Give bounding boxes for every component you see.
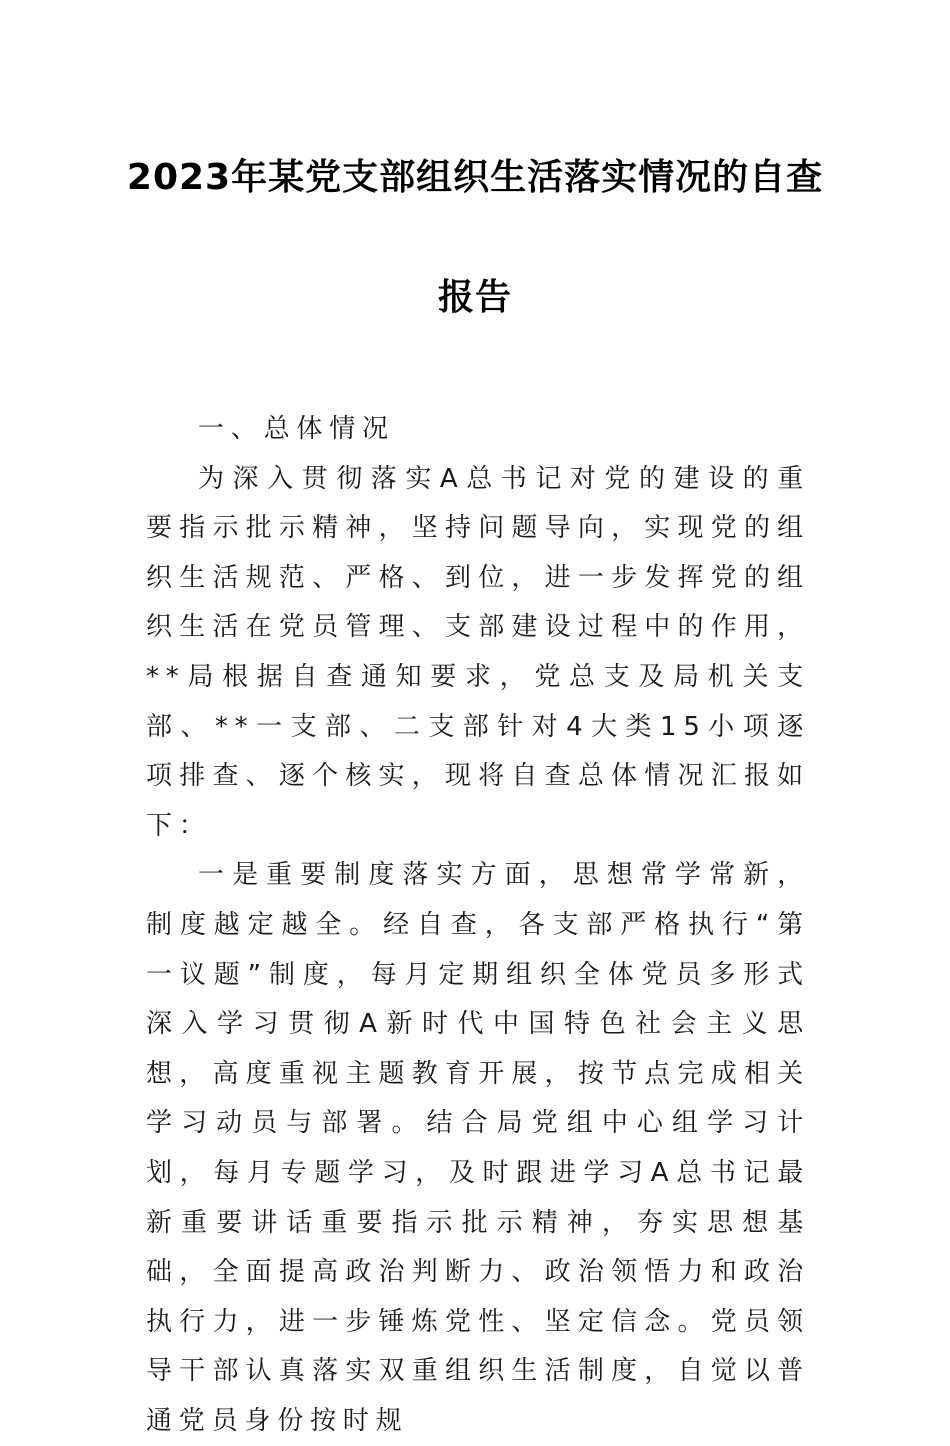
document-title-line-1: 2023年某党支部组织生活落实情况的自查 <box>126 157 824 198</box>
section-heading: 一、总体情况 <box>198 414 395 444</box>
paragraph-institution: 一是重要制度落实方面，思想常学常新，制度越定越全。经自查，各支部严格执行“第一议题”制度，每月定期组织全体党员多形式深入学习贯彻A新时代中国特色社会主义思想，高度重视主题教育开展，按节点完成相关学习动员与部署。结合局党组中心组学习计划，每月专题学习，及时跟进学习A总书记最新重要讲话重要指示批示精神，夯实思想基础，全面提高政治判断力、政治领悟力和政治执行力，进一步锤炼党性、坚定信念。党员领导干部认真落实双重组织生活制度，自觉以普通党员身份按时规 <box>146 860 810 1436</box>
paragraph-overview: 为深入贯彻落实A总书记对党的建设的重要指示批示精神，坚持问题导向，实现党的组织生活规范、严格、到位，进一步发挥党的组织生活在党员管理、支部建设过程中的作用，**局根据自查通知要求，党总支及局机关支部、**一支部、二支部针对4大类15小项逐项排查、逐个核实，现将自查总体情况汇报如下： <box>146 463 810 841</box>
document-title-line-2: 报告 <box>437 277 512 318</box>
document-body <box>146 405 810 1446</box>
